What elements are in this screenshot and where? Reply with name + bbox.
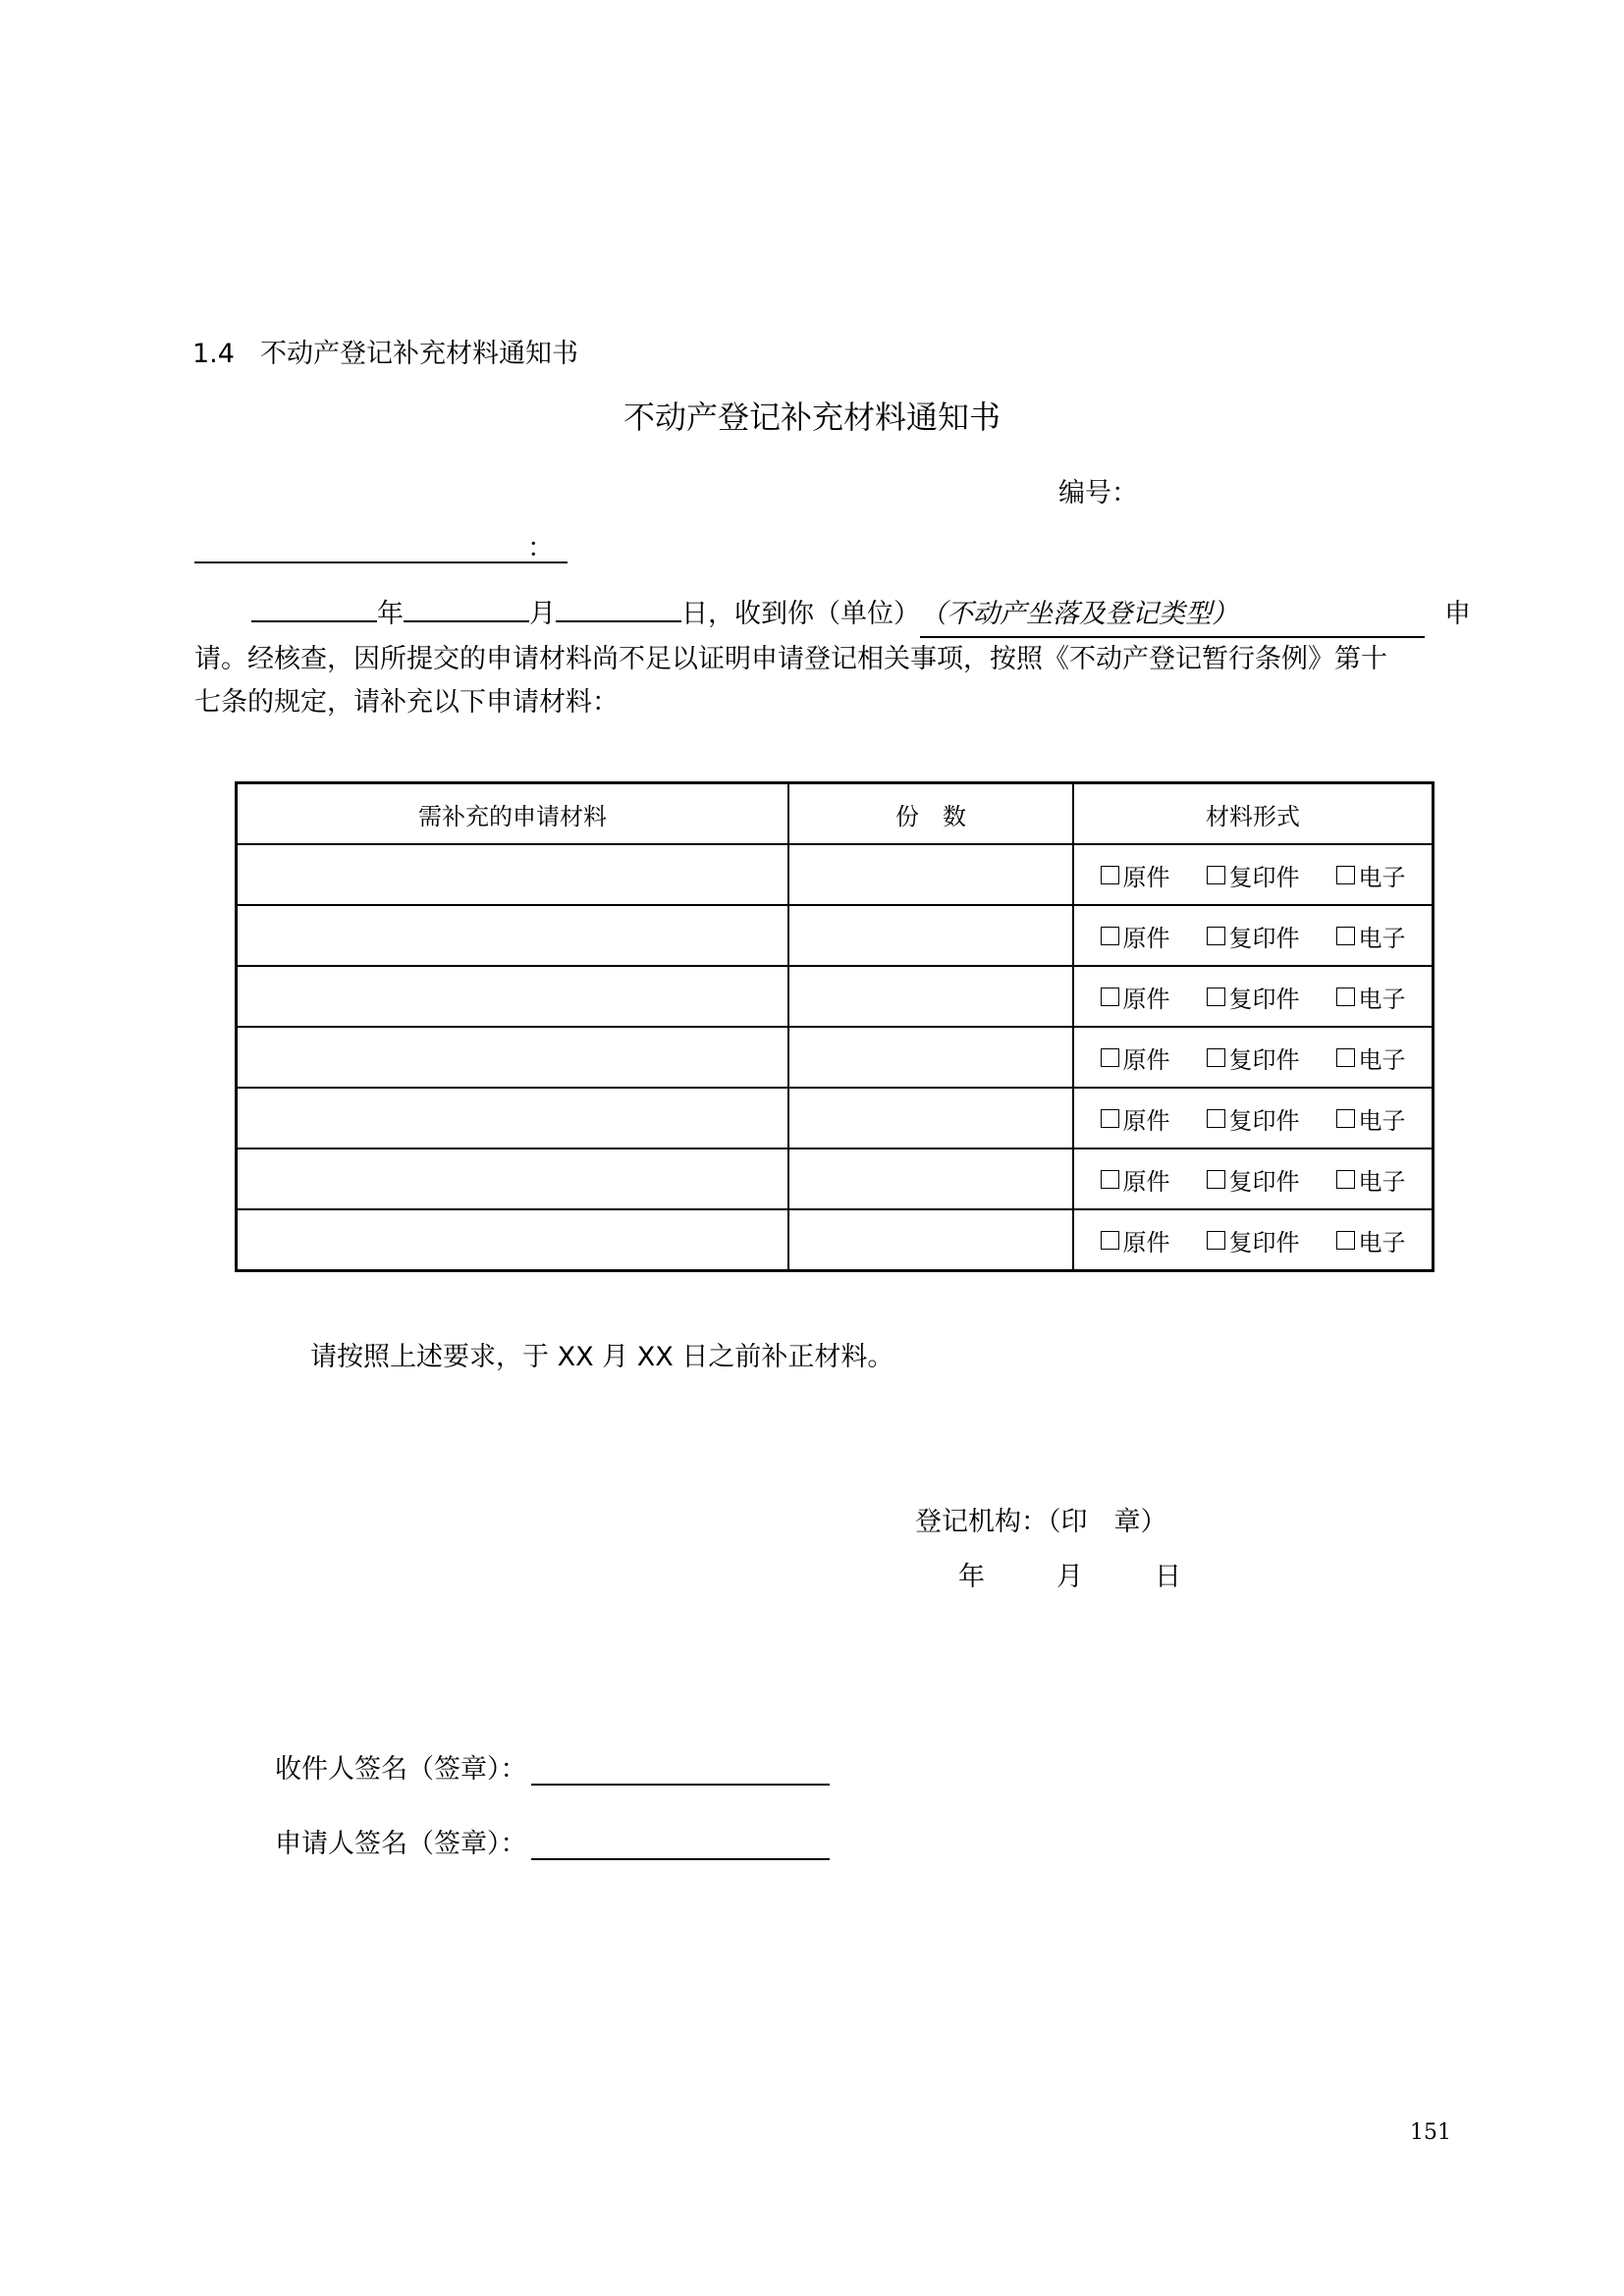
table-row: [237, 1148, 1434, 1209]
table-row: [237, 1027, 1434, 1088]
date-day: 日: [1155, 1562, 1181, 1592]
form-option[interactable]: [1207, 1041, 1300, 1075]
form-option[interactable]: [1101, 1041, 1170, 1075]
applicant-signature-label: 申请人签名（签章）：: [275, 1829, 527, 1859]
material-cell[interactable]: [237, 1148, 789, 1209]
form-option-label: 原件: [1122, 863, 1170, 891]
table-row: [237, 1209, 1434, 1271]
issue-date: [958, 1555, 1253, 1593]
material-cell[interactable]: [237, 844, 789, 905]
checkbox-icon[interactable]: [1101, 988, 1119, 1006]
form-options: [1074, 1041, 1432, 1075]
table-row: [237, 966, 1434, 1027]
form-option[interactable]: [1207, 1162, 1300, 1197]
form-options: [1074, 980, 1432, 1014]
applicant-signature-line[interactable]: [531, 1829, 830, 1860]
form-cell: [1073, 1148, 1434, 1209]
form-option[interactable]: [1207, 1101, 1300, 1136]
addressee-colon: ：: [527, 533, 554, 563]
copies-cell[interactable]: [788, 1088, 1073, 1148]
form-option[interactable]: [1101, 1162, 1170, 1197]
header-form: 材料形式: [1073, 783, 1434, 845]
checkbox-icon[interactable]: [1101, 1048, 1119, 1067]
form-option-label: 复印件: [1228, 1228, 1300, 1256]
property-location-hint: （不动产坐落及登记类型）: [920, 599, 1238, 629]
checkbox-icon[interactable]: [1101, 1170, 1119, 1189]
addressee-field[interactable]: [194, 526, 568, 563]
checkbox-icon[interactable]: [1336, 1109, 1355, 1128]
material-cell[interactable]: [237, 1088, 789, 1148]
page-number: 151: [1410, 2120, 1451, 2145]
form-option-label: 复印件: [1228, 1167, 1300, 1196]
serial-number-label: 编号：: [1058, 478, 1138, 508]
form-options: [1074, 919, 1432, 953]
notice-body: [194, 593, 1471, 724]
form-option-label: 原件: [1122, 1045, 1170, 1074]
form-option-label: 电子: [1358, 1228, 1406, 1256]
form-options: [1074, 1162, 1432, 1197]
form-option[interactable]: [1101, 858, 1170, 892]
form-option-label: 原件: [1122, 1106, 1170, 1135]
form-cell: [1073, 1088, 1434, 1148]
copies-cell[interactable]: [788, 1027, 1073, 1088]
form-option[interactable]: [1336, 858, 1406, 892]
section-heading: [192, 332, 578, 370]
form-cell: [1073, 844, 1434, 905]
copies-cell[interactable]: [788, 966, 1073, 1027]
checkbox-icon[interactable]: [1207, 1109, 1225, 1128]
header-copies: 份 数: [788, 783, 1073, 845]
checkbox-icon[interactable]: [1101, 866, 1119, 884]
copies-cell[interactable]: [788, 1148, 1073, 1209]
year-blank[interactable]: [251, 597, 377, 622]
year-label: 年: [377, 599, 404, 629]
receiver-signature-line[interactable]: [531, 1754, 830, 1786]
form-option-label: 原件: [1122, 985, 1170, 1013]
form-option[interactable]: [1101, 980, 1170, 1014]
form-option-label: 复印件: [1228, 863, 1300, 891]
checkbox-icon[interactable]: [1101, 1231, 1119, 1250]
form-option[interactable]: [1336, 919, 1406, 953]
checkbox-icon[interactable]: [1336, 866, 1355, 884]
form-option-label: 复印件: [1228, 1045, 1300, 1074]
month-label: 月: [529, 599, 556, 629]
form-option-label: 电子: [1358, 1106, 1406, 1135]
form-option[interactable]: [1101, 1101, 1170, 1136]
checkbox-icon[interactable]: [1207, 927, 1225, 945]
copies-cell[interactable]: [788, 1209, 1073, 1271]
checkbox-icon[interactable]: [1336, 1170, 1355, 1189]
date-month: 月: [1056, 1562, 1083, 1592]
material-cell[interactable]: [237, 966, 789, 1027]
form-option-label: 原件: [1122, 1167, 1170, 1196]
form-option[interactable]: [1101, 1223, 1170, 1257]
copies-cell[interactable]: [788, 905, 1073, 966]
form-option-label: 复印件: [1228, 924, 1300, 952]
form-cell: [1073, 966, 1434, 1027]
form-option-label: 电子: [1358, 1167, 1406, 1196]
form-option-label: 复印件: [1228, 985, 1300, 1013]
checkbox-icon[interactable]: [1101, 1109, 1119, 1128]
section-number: 1.4: [192, 339, 235, 369]
receiver-signature-label: 收件人签名（签章）：: [275, 1754, 527, 1785]
checkbox-icon[interactable]: [1101, 927, 1119, 945]
form-option-label: 原件: [1122, 1228, 1170, 1256]
checkbox-icon[interactable]: [1336, 1231, 1355, 1250]
form-option-label: 电子: [1358, 985, 1406, 1013]
form-option-label: 电子: [1358, 1045, 1406, 1074]
table-row: [237, 905, 1434, 966]
month-blank[interactable]: [404, 597, 529, 622]
materials-table: [235, 781, 1435, 1272]
form-cell: [1073, 1027, 1434, 1088]
material-cell[interactable]: [237, 1209, 789, 1271]
receiver-signature: [275, 1747, 830, 1786]
form-option[interactable]: [1207, 980, 1300, 1014]
header-materials: 需补充的申请材料: [237, 783, 789, 845]
form-option[interactable]: [1336, 1162, 1406, 1197]
registration-authority-seal: 登记机构：（印 章）: [915, 1507, 1167, 1537]
form-option[interactable]: [1336, 1041, 1406, 1075]
body-line-1: [194, 593, 1471, 638]
document-title: 不动产登记补充材料通知书: [623, 399, 1001, 436]
table-header-row: [237, 783, 1434, 845]
form-option[interactable]: [1336, 1223, 1406, 1257]
form-option-label: 原件: [1122, 924, 1170, 952]
body-line-2: 请。经核查，因所提交的申请材料尚不足以证明申请登记相关事项，按照《不动产登记暂行条例》第十: [194, 644, 1387, 674]
material-cell[interactable]: [237, 1027, 789, 1088]
form-cell: [1073, 1209, 1434, 1271]
date-year: 年: [958, 1562, 985, 1592]
table-row: [237, 1088, 1434, 1148]
form-option[interactable]: [1207, 1223, 1300, 1257]
form-option[interactable]: [1336, 980, 1406, 1014]
form-cell: [1073, 905, 1434, 966]
checkbox-icon[interactable]: [1336, 988, 1355, 1006]
checkbox-icon[interactable]: [1207, 1170, 1225, 1189]
form-option-label: 电子: [1358, 924, 1406, 952]
checkbox-icon[interactable]: [1207, 1231, 1225, 1250]
apply-char: 申: [1444, 599, 1471, 629]
copies-cell[interactable]: [788, 844, 1073, 905]
form-option[interactable]: [1207, 919, 1300, 953]
deadline-text: 请按照上述要求，于 XX 月 XX 日之前补正材料。: [310, 1342, 894, 1372]
day-blank[interactable]: [556, 597, 681, 622]
form-option-label: 复印件: [1228, 1106, 1300, 1135]
table-row: [237, 844, 1434, 905]
body-line-3: 七条的规定，请补充以下申请材料：: [194, 687, 619, 718]
form-options: [1074, 1223, 1432, 1257]
property-location-blank[interactable]: [920, 593, 1425, 638]
checkbox-icon[interactable]: [1207, 1048, 1225, 1067]
form-options: [1074, 858, 1432, 892]
section-title: 不动产登记补充材料通知书: [259, 339, 578, 369]
checkbox-icon[interactable]: [1336, 927, 1355, 945]
checkbox-icon[interactable]: [1207, 988, 1225, 1006]
material-cell[interactable]: [237, 905, 789, 966]
applicant-signature: [275, 1822, 830, 1860]
form-option[interactable]: [1336, 1101, 1406, 1136]
form-option[interactable]: [1101, 919, 1170, 953]
form-option[interactable]: [1207, 858, 1300, 892]
form-options: [1074, 1101, 1432, 1136]
checkbox-icon[interactable]: [1336, 1048, 1355, 1067]
checkbox-icon[interactable]: [1207, 866, 1225, 884]
received-text: 日，收到你（单位）: [681, 599, 920, 629]
form-option-label: 电子: [1358, 863, 1406, 891]
